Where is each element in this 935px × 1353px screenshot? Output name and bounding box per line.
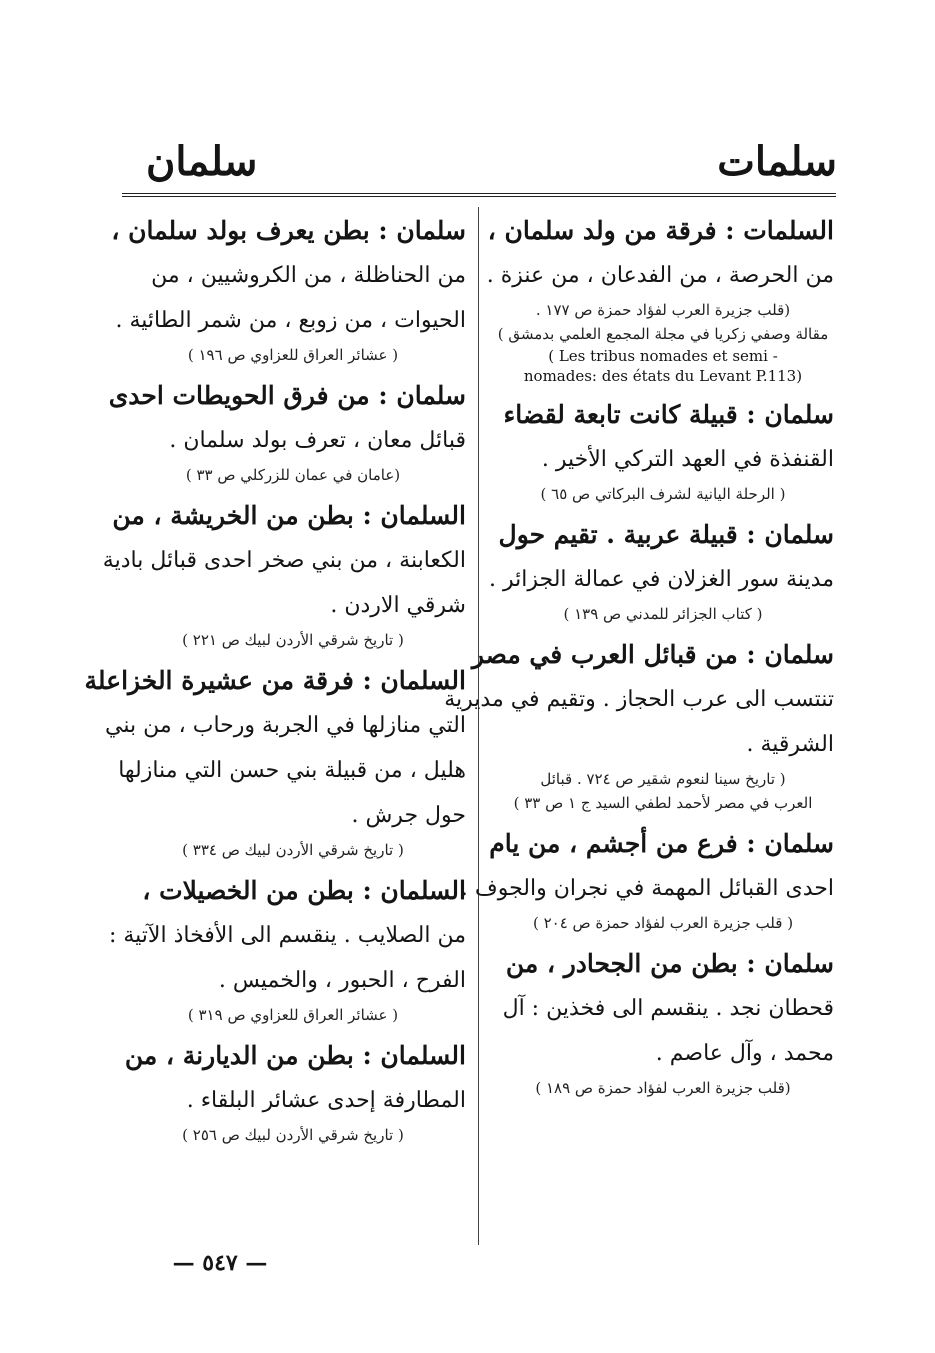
- entry-text-line: من الحناظلة ، من الكروشيين ، من: [151, 263, 466, 288]
- running-head-left: سلمان: [146, 138, 258, 185]
- entry-text-line: من الصلايب . ينقسم الى الأفخاذ الآتية :: [108, 923, 466, 948]
- column-divider: [478, 207, 479, 1245]
- dictionary-entry: [111, 208, 466, 373]
- entry-text-line: الكعابنة ، من بني صخر احدى قبائل بادية: [102, 548, 466, 573]
- entry-spacer: [492, 1100, 834, 1106]
- header-rule: [122, 193, 836, 197]
- entry-source-citation: مقالة وصفي زكريا في مجلة المجمع العلمي بدمشق ): [497, 325, 829, 343]
- entry-headline: سلمان : بطن من الجحادر ، من: [505, 949, 834, 978]
- entry-source-citation: ( تاريخ شرقي الأردن لبيك ص ٣٣٤ ): [182, 841, 404, 859]
- entry-source-citation: (قلب جزيرة العرب لفؤاد حمزة ص ١٨٩ ): [535, 1079, 791, 1097]
- dictionary-entry: [108, 373, 466, 493]
- entry-text-line: مدينة سور الغزلان في عمالة الجزائر .: [489, 567, 834, 592]
- dictionary-entry: [489, 512, 834, 632]
- entry-source-citation: (قلب جزيرة العرب لفؤاد حمزة ص ١٧٧ .: [535, 301, 791, 319]
- entry-spacer: [120, 1147, 466, 1153]
- entry-text-line: قبائل معان ، تعرف بولد سلمان .: [169, 428, 466, 453]
- entry-headline: سلمان : من فرق الحويطات احدى: [108, 381, 466, 410]
- entry-text-line: الحيوات ، من زوبع ، من شمر الطائية .: [115, 308, 466, 333]
- entry-text-line: الشرقية .: [746, 732, 834, 757]
- entry-headline: سلمان : قبيلة كانت تابعة لقضاء: [503, 400, 834, 429]
- entry-headline: السلمان : بطن من الديارنة ، من: [124, 1041, 466, 1070]
- dictionary-entry: [108, 868, 466, 1033]
- running-head-right: سلمات: [717, 138, 837, 185]
- right-column: [444, 208, 834, 1106]
- entry-text-line: الفرح ، الحبور ، والخميس .: [218, 968, 466, 993]
- entry-text-line: التي منازلها في الجربة ورحاب ، من بني: [105, 713, 466, 738]
- entry-text-line: حول جرش .: [351, 803, 466, 828]
- entry-headline: السلمات : فرقة من ولد سلمان ،: [487, 216, 834, 245]
- entry-headline: سلمان : قبيلة عربية . تقيم حول: [498, 520, 834, 549]
- dictionary-entry: [492, 392, 834, 512]
- entry-latin-citation: ( Les tribus nomades et semi -: [548, 347, 778, 365]
- dictionary-entry: [460, 821, 834, 941]
- entry-headline: سلمان : بطن يعرف بولد سلمان ،: [111, 216, 466, 245]
- dictionary-entry: [84, 658, 466, 868]
- entry-source-citation: ( عشائر العراق للعزاوي ص ٣١٩ ): [187, 1006, 399, 1024]
- entry-text-line: القنفذة في العهد التركي الأخير .: [541, 447, 834, 472]
- entry-text-line: تنتسب الى عرب الحجاز . وتقيم في مديرية: [444, 687, 834, 712]
- entry-headline: السلمان : بطن من الخريشة ، من: [112, 501, 466, 530]
- entry-source-citation: ( عشائر العراق للعزاوي ص ١٩٦ ): [187, 346, 399, 364]
- dictionary-entry: [444, 632, 834, 821]
- entry-text-line: شرقي الاردن .: [330, 593, 466, 618]
- entry-headline: السلمان : بطن من الخصيلات ،: [142, 876, 466, 905]
- dictionary-entry: [486, 208, 834, 392]
- page-number: — ٥٤٧ —: [172, 1250, 268, 1276]
- entry-headline: السلمان : فرقة من عشيرة الخزاعلة: [84, 666, 466, 695]
- entry-source-citation: ( تاريخ سينا لنعوم شقير ص ٧٢٤ . قبائل: [540, 770, 786, 788]
- entry-source-citation: ( الرحلة اليانية لشرف البركاتي ص ٦٥ ): [540, 485, 786, 503]
- entry-text-line: المطارفة إحدى عشائر البلقاء .: [186, 1088, 466, 1113]
- entry-text-line: محمد ، وآل عاصم .: [655, 1041, 834, 1066]
- entry-source-citation: ( تاريخ شرقي الأردن لبيك ص ٢٥٦ ): [182, 1126, 404, 1144]
- entry-headline: سلمان : فرع من أجشم ، من يام: [489, 829, 834, 858]
- entry-source-citation: ( قلب جزيرة العرب لفؤاد حمزة ص ٢٠٤ ): [532, 914, 794, 932]
- entry-text-line: هليل ، من قبيلة بني حسن التي منازلها: [118, 758, 466, 783]
- entry-latin-citation: nomades: des états du Levant P.113): [523, 367, 803, 385]
- dictionary-entry: [102, 493, 466, 658]
- entry-headline: سلمان : من قبائل العرب في مصر: [471, 640, 834, 669]
- dictionary-entry: [120, 1033, 466, 1153]
- entry-source-citation: (عامان في عمان للزركلي ص ٣٣ ): [185, 466, 401, 484]
- dictionary-entry: [492, 941, 834, 1106]
- left-column: [84, 208, 466, 1153]
- entry-text-line: من الحرصة ، من الفدعان ، من عنزة .: [486, 263, 834, 288]
- entry-source-citation: ( كتاب الجزائر للمدني ص ١٣٩ ): [563, 605, 763, 623]
- entry-source-citation: ( تاريخ شرقي الأردن لبيك ص ٢٢١ ): [182, 631, 404, 649]
- entry-source-citation: العرب في مصر لأحمد لطفي السيد ج ١ ص ٣٣ ): [513, 794, 813, 812]
- entry-text-line: قحطان نجد . ينقسم الى فخذين : آل: [502, 996, 834, 1021]
- entry-text-line: احدى القبائل المهمة في نجران والجوف .: [460, 876, 834, 901]
